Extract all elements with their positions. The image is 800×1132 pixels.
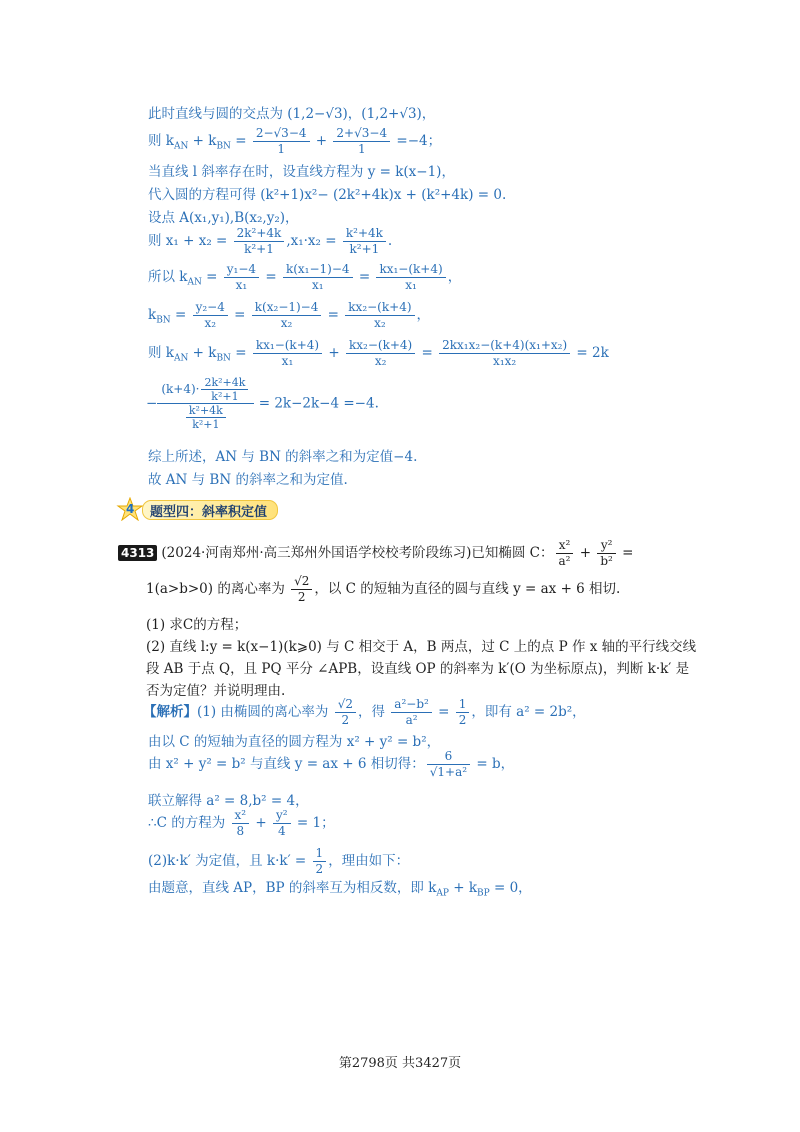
solution-line-9: 则 $k_{AN} + k_{BN}$ = $\frac{\text{kx₁−(k+4)}}{\text{x₁}}$ + $\frac{\text{kx₂−(k+4)}}{\text{x₂}}$ = $\frac{\text{2kx₁x₂−(k+4)(x₁+x₂)}}{\text{x₁x₂}}$ = 2k — [148, 338, 609, 368]
section-title: 题型四：斜率积定值 — [150, 505, 268, 520]
solution-line-7: 所以 $k_{AN}$ = $\frac{\text{y₁−4}}{\text{x₁}}$ = $\frac{\text{k(x₁−1)−4}}{\text{x₁}}$ = $\frac{\text{kx₁−(k+4)}}{\text{x₁}}$ ， — [148, 262, 462, 292]
fraction: $\frac{\text{y₁−4}}{\text{x₁}}$ — [224, 262, 259, 293]
problem-number: 4313 — [118, 545, 157, 561]
analysis-line-6: (2)k·k′ 为定值，且 k·k′ = $\frac{1}{2}$ ，理由如下： — [148, 846, 410, 876]
analysis-label: 【解析】 — [143, 704, 197, 720]
solution-line-3: 当直线 l 斜率存在时，设直线方程为 y = k(x−1)， — [148, 164, 455, 180]
problem-question-2-line-1: (2) 直线 l:y = k(x−1)(k⩾0) 与 C 相交于 A，B 两点，过 C 上的点 P 作 x 轴的平行线交线 — [146, 639, 697, 655]
fraction: $\frac{\text{k²+4k}}{\text{k²+1}}$ — [343, 226, 386, 257]
fraction: $\frac{1}{2}$ — [456, 697, 470, 728]
solution-line-6: 则 x₁ + x₂ = $\frac{\text{2k²+4k}}{\text{k²+1}}$ ,x₁·x₂ = $\frac{\text{k²+4k}}{\text{k²+1}}$ . — [148, 226, 393, 256]
fraction: $\frac{\text{kx₂−(k+4)}}{\text{x₂}}$ — [346, 338, 415, 369]
fraction: $\frac{\text{x²}}{\text{a²}}$ — [556, 538, 574, 569]
problem-line-2: 1(a>b>0) 的离心率为 $\frac{√2}{2}$ ，以 C 的短轴为直径的圆与直线 y = ax + 6 相切. — [146, 574, 621, 604]
section-number: 4 — [126, 502, 135, 516]
fraction: $\frac{\text{kx₁−(k+4)}}{\text{x₁}}$ — [376, 262, 445, 293]
solution-line-8: $k_{BN}$ = $\frac{\text{y₂−4}}{\text{x₂}}$ = $\frac{\text{k(x₂−1)−4}}{\text{x₂}}$ = $\frac{\text{kx₂−(k+4)}}{\text{x₂}}$ ， — [148, 300, 431, 330]
fraction: $\frac{\text{2k²+4k}}{\text{k²+1}}$ — [234, 226, 285, 257]
page-footer: 第2798页 共3427页 — [338, 1056, 462, 1071]
analysis-line-3: 由 x² + y² = b² 与直线 y = ax + 6 相切得： $\frac{6}{\text{√1+a²}}$ = b， — [148, 749, 515, 779]
fraction: $\frac{\text{y₂−4}}{\text{x₂}}$ — [193, 300, 228, 331]
solution-line-1: 此时直线与圆的交点为 (1,2−√3)，(1,2+√3)， — [148, 106, 436, 122]
fraction: $\frac{\text{2kx₁x₂−(k+4)(x₁+x₂)}}{\text{x₁x₂}}$ — [439, 338, 570, 369]
analysis-line-2: 由以 C 的短轴为直径的圆方程为 x² + y² = b²， — [148, 734, 441, 750]
fraction: $\frac{\text{kx₂−(k+4)}}{\text{x₂}}$ — [345, 300, 414, 331]
problem-line-1: 4313 (2024·河南郑州·高三郑州外国语学校校考阶段练习)已知椭圆 C： $\frac{\text{x²}}{\text{a²}}$ + $\frac{\text{y²}}{\text{b²}}$ = — [118, 538, 633, 569]
fraction: $\frac{\text{k(x₂−1)−4}}{\text{x₂}}$ — [252, 300, 322, 331]
fraction: $\frac{\text{y²}}{\text{b²}}$ — [597, 538, 616, 569]
fraction: $\frac{6}{\text{√1+a²}}$ — [427, 749, 470, 780]
fraction: $\frac{2-√3-4}{1}$ — [253, 126, 310, 157]
analysis-line-7: 由题意，直线 AP，BP 的斜率互为相反数，即 $k_{AP} + k_{BP} = 0$， — [148, 880, 532, 899]
problem-question-2-line-3: 否为定值？并说明理由. — [146, 683, 286, 699]
section-header — [116, 497, 282, 521]
fraction: $\frac{\text{2k²+4k}}{\text{k²+1}}$ — [201, 376, 248, 403]
problem-question-1: (1) 求C的方程； — [146, 617, 248, 633]
fraction: $\frac{1}{2}$ — [313, 846, 327, 877]
fraction: $\frac{2+√3-4}{1}$ — [333, 126, 390, 157]
fraction: $\frac{√2}{2}$ — [291, 574, 312, 605]
problem-question-2-line-2: 段 AB 于点 Q，且 PQ 平分 ∠APB，设直线 OP 的斜率为 k′(O 为坐标原点)，判断 k·k′ 是 — [146, 661, 690, 677]
analysis-line-1: 【解析】(1) 由椭圆的离心率为 $\frac{√2}{2}$ ，得 $\frac{\text{a²−b²}}{\text{a²}}$ = $\frac{1}{2}$ ，即有 a² = 2b²， — [143, 697, 586, 727]
solution-line-5: 设点 A(x₁,y₁),B(x₂,y₂)， — [148, 210, 299, 226]
solution-line-4: 代入圆的方程可得 (k²+1)x²− (2k²+4k)x + (k²+4k) = 0. — [148, 187, 507, 203]
fraction: $\frac{\text{k²+4k}}{\text{k²+1}}$ — [186, 404, 226, 431]
solution-line-11: 综上所述，AN 与 BN 的斜率之和为定值−4. — [148, 449, 418, 465]
analysis-line-5: ∴C 的方程为 $\frac{\text{x²}}{8}$ + $\frac{\text{y²}}{4}$ = 1； — [148, 808, 335, 838]
fraction: $\frac{\text{x²}}{8}$ — [232, 808, 250, 839]
analysis-line-4: 联立解得 a² = 8,b² = 4， — [148, 793, 309, 809]
solution-line-12: 故 AN 与 BN 的斜率之和为定值. — [148, 472, 348, 488]
solution-line-2: 则 $k_{AN} + k_{BN}$ = $\frac{2-√3-4}{1}$ + $\frac{2+√3-4}{1}$ =−4； — [148, 126, 442, 156]
fraction: $\frac{\text{kx₁−(k+4)}}{\text{x₁}}$ — [253, 338, 322, 369]
fraction: $\frac{\text{y²}}{4}$ — [273, 808, 291, 839]
fraction: $\frac{\text{a²−b²}}{\text{a²}}$ — [391, 697, 432, 728]
fraction: $\frac{√2}{2}$ — [335, 697, 356, 728]
solution-line-10: − (k+4)· $\frac{\text{2k²+4k}}{\text{k²+1}}$ $\frac{\text{k²+4k}}{\text{k²+1}}$ = 2k−2k−4 =−4. — [146, 376, 379, 431]
fraction: $\frac{\text{k(x₁−1)−4}}{\text{x₁}}$ — [283, 262, 353, 293]
compound-fraction: (k+4)· $\frac{\text{2k²+4k}}{\text{k²+1}}$ $\frac{\text{k²+4k}}{\text{k²+1}}$ — [157, 376, 254, 431]
